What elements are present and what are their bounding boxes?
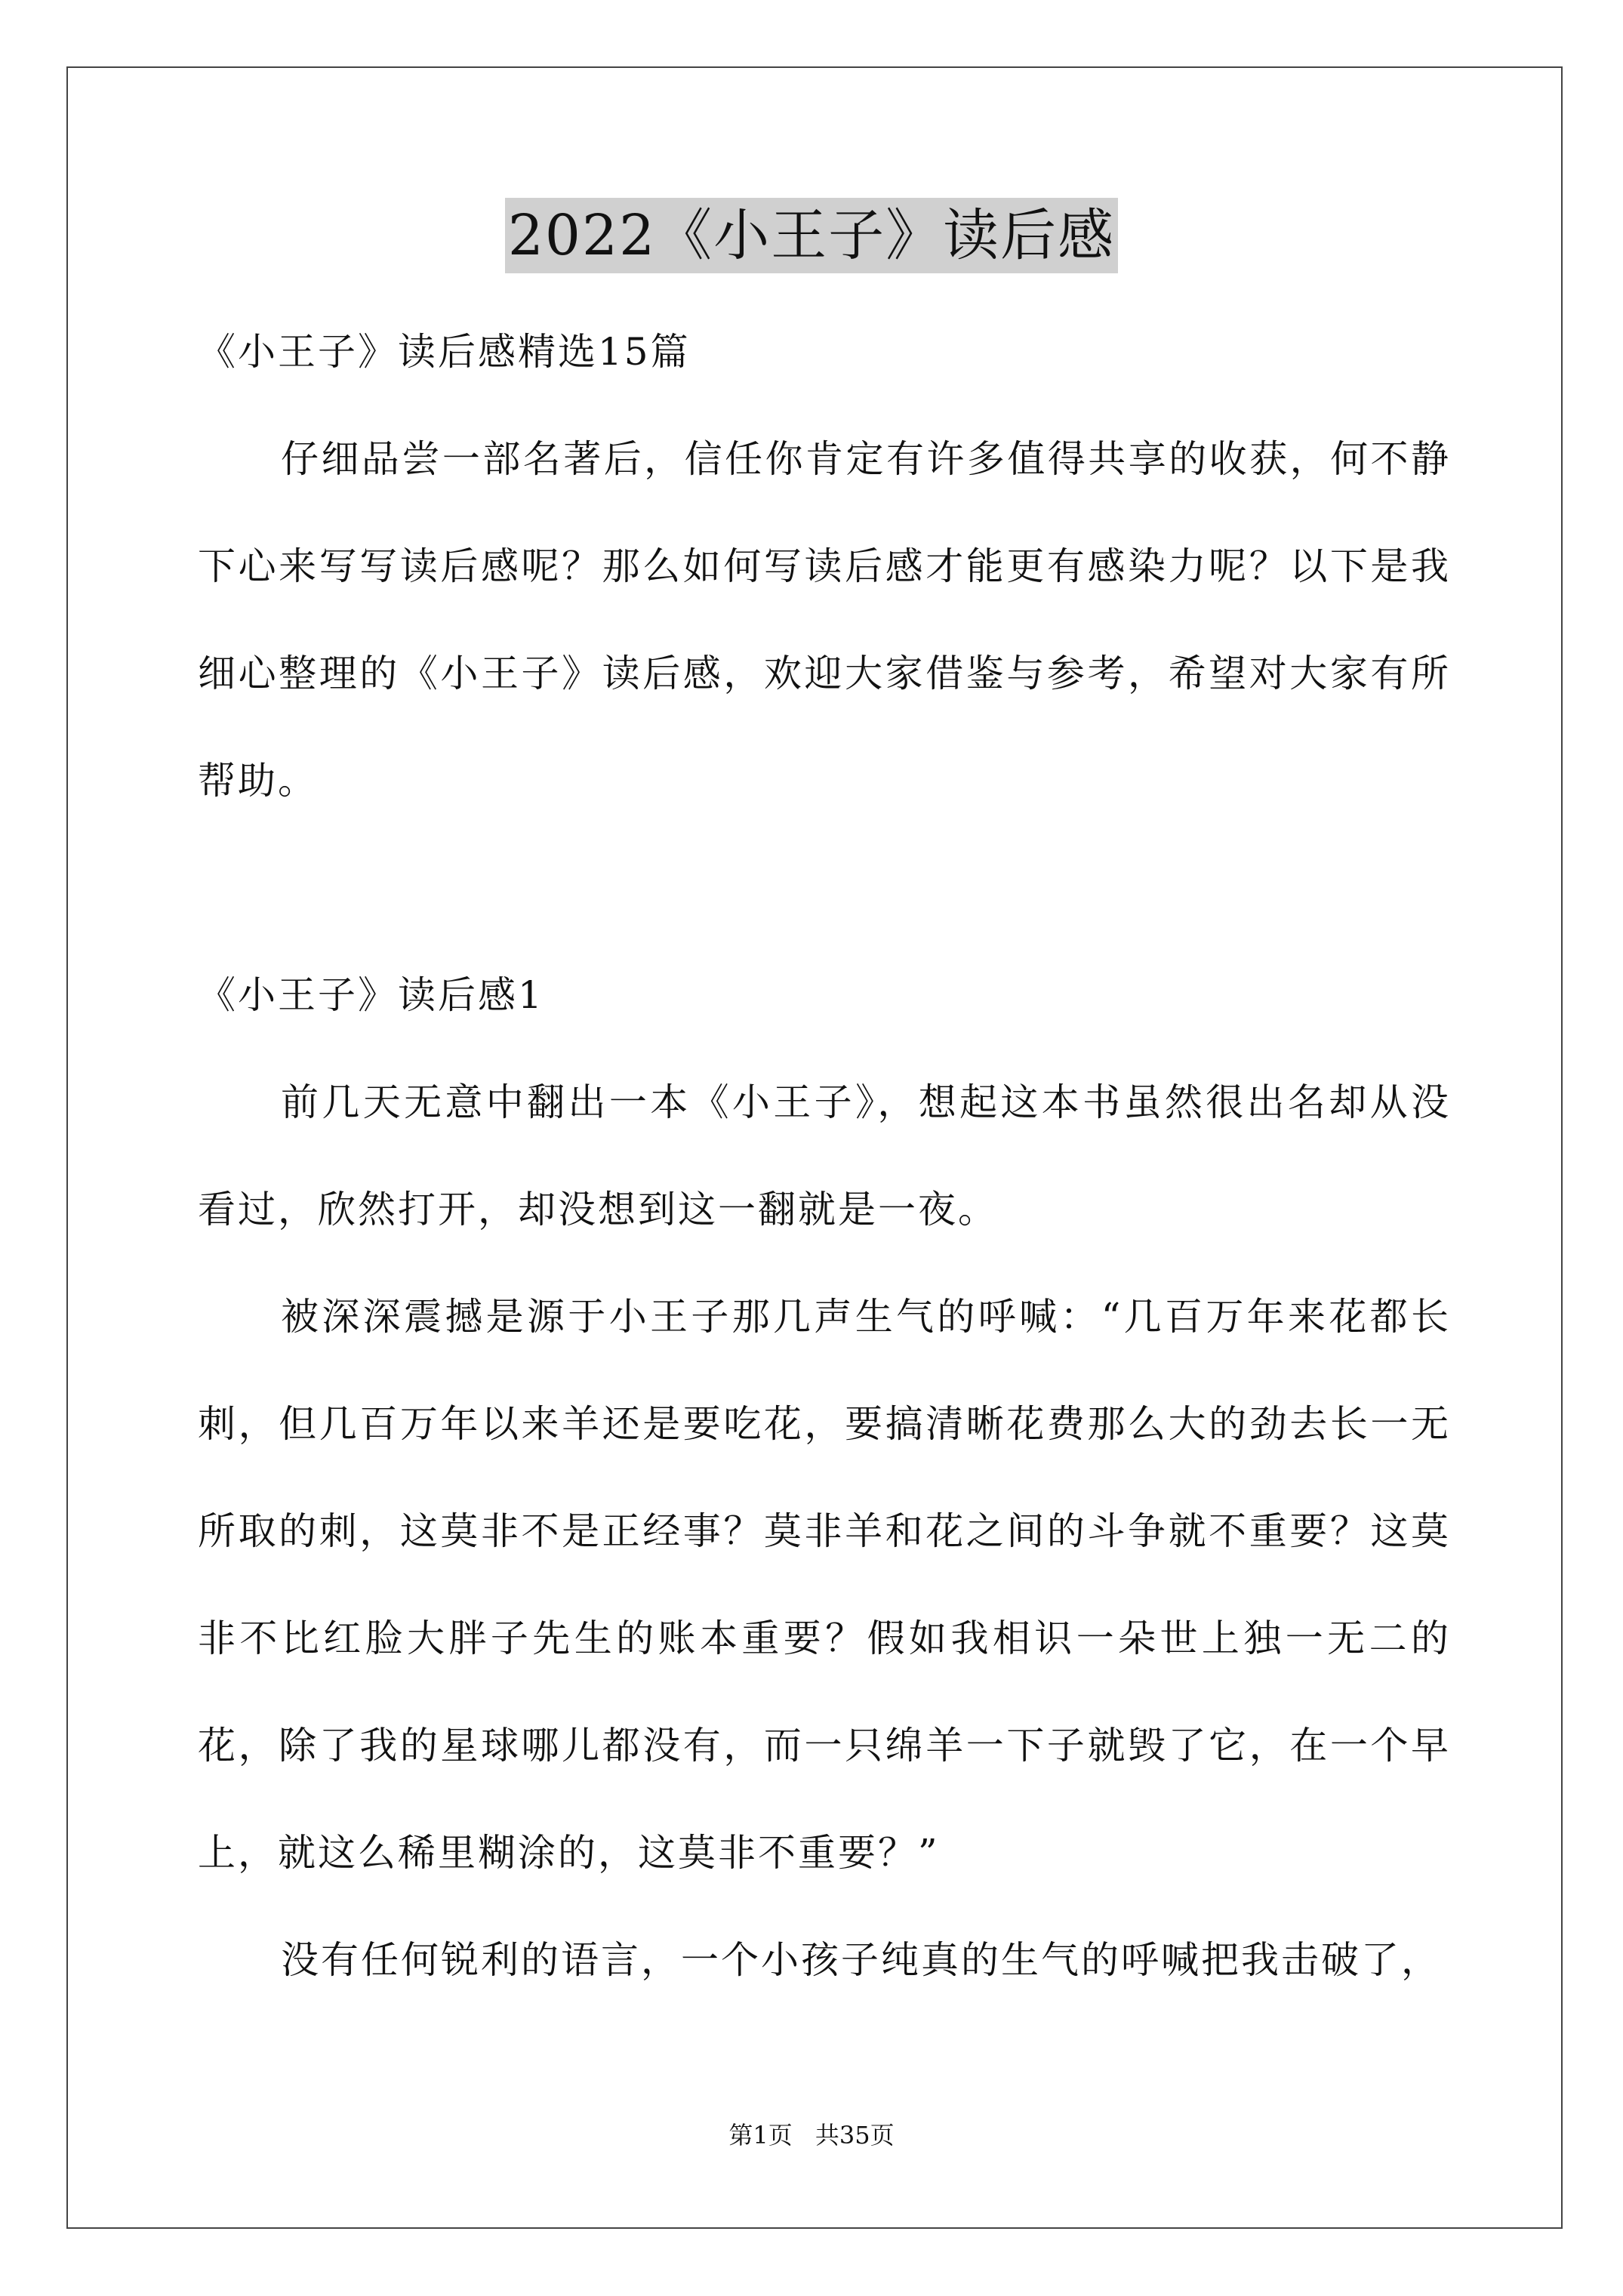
page-footer bbox=[0, 2120, 1623, 2150]
page-total: 共35页 bbox=[815, 2121, 895, 2150]
body-paragraph-2: 被深深震撼是源于小王子那几声生气的呼喊：“几百万年来花都长刺，但几百万年以来羊还是要吃花，要搞清晰花费那么大的劲去长一无所取的刺，这莫非不是正经事？莫非羊和花之间的斗争就不重要？这莫非不比红脸大胖子先生的账本重要？假如我相识一朵世上独一无二的花，除了我的星球哪儿都没有，而一只绵羊一下子就毁了它，在一个早上，就这么稀里糊涂的，这莫非不重要？” bbox=[198, 1295, 1451, 1875]
section-heading: 《小王子》读后感1 bbox=[198, 973, 544, 1017]
page-number: 第1页 bbox=[728, 2121, 793, 2150]
body-paragraph-1: 前几天无意中翻出一本《小王子》，想起这本书虽然很出名却从没看过，欣然打开，却没想到这一翻就是一夜。 bbox=[198, 1080, 1451, 1231]
intro-paragraph: 仔细品尝一部名著后，信任你肯定有许多值得共享的收获，何不静下心来写写读后感呢？那么如何写读后感才能更有感染力呢？以下是我细心整理的《小王子》读后感，欢迎大家借鉴与参考，希望对大家有所帮助。 bbox=[198, 437, 1451, 803]
document-body bbox=[198, 298, 1451, 2014]
body-paragraph-3: 没有任何锐利的语言，一个小孩子纯真的生气的呼喊把我击破了， bbox=[281, 1938, 1441, 1982]
document-title: 2022《小王子》读后感 bbox=[505, 198, 1118, 273]
title-wrap bbox=[0, 198, 1623, 273]
section-gap bbox=[198, 834, 1451, 942]
document-subtitle: 《小王子》读后感精选15篇 bbox=[198, 330, 691, 374]
